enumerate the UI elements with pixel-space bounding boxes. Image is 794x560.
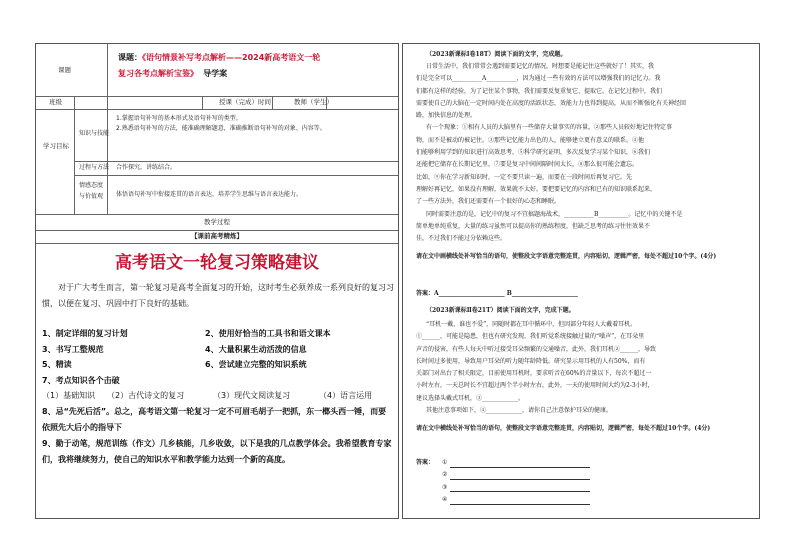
q1-source: （2023新课标Ⅰ卷18T）阅读下面的文字，完成题。 <box>426 51 567 58</box>
review-sub-items: （1）基础知识 （2）古代诗文的复习 （3）现代文阅读复习 （4）语言运用 <box>42 391 373 400</box>
teacher-label: 教师（学生） <box>294 98 333 106</box>
item-8: 8、忌“先死后活”。总之，高考语文第一轮复习一定不可眉毛胡子一把抓，东一榔头西一锤，而要依照先大后小的指导下 <box>42 407 387 432</box>
lesson-time-label: 授课（完成）时间 <box>219 98 271 106</box>
advice-list: 1、制定详细的复习计划 2、使用好恰当的工具书和语文课本 3、书写工整规范 4、大量积累生动活泼的信息 5、精读 6、尝试建立完整的知识系统 7、考点知识各个击破 <box>42 329 331 385</box>
goal-knowledge-name: 知识与技能 <box>79 130 110 137</box>
intro-paragraph: 对于广大考生而言，第一轮复习是高考全面复习的开始，这时考生必须养成一系列良好的复习习惯，以便在复习、巩固中打下良好的基础。 <box>42 283 394 308</box>
process-label: 教学过程 <box>204 218 230 226</box>
goal-attitude-name: 情感态度与价值观 <box>79 182 104 200</box>
right-page <box>402 43 760 518</box>
strategy-title: 高考语文一轮复习策略建议 <box>115 253 319 273</box>
goal-process-text: 合作探究，讲练结合。 <box>116 164 177 171</box>
left-page <box>35 43 399 518</box>
class-label: 班级 <box>49 98 62 106</box>
page-title: 课题：《语句情景补写考点解析——2024新高考语文一轮 复习各考点解析宝鉴》 导学案 <box>118 53 321 78</box>
lesson-plan-table <box>35 43 399 519</box>
q2-answer-block: 答案： ① ② ③ ④ <box>416 457 750 506</box>
q2-source: （2023新课标Ⅱ卷21T）阅读下面的文字，完成下题。 <box>426 307 575 314</box>
q2-prompt: 请在文中横线处补写恰当的语句，使整段文字语意完整连贯，内容贴切，逻辑严密，每处不超过10个字。(4分) <box>416 425 711 432</box>
q2-text: “耳机一戴，谁也不爱”，同随时都在耳中循环中，但因部分年轻人大戴着耳机。 ①______，可能是隐患，但也有研究发现，我们听觉系统接触过量的“噪声”，在耳朵里 声音的侵害，有些人每天中听过接受耳朵频繁的交通噪音，此外，我们耳机②______，导致 长时间过多使用，导致用户耳朵的听力随年龄降低。研究显示用耳机的人有50%，而有 关部门对出台了相关限定，目前使用耳机时，要求听音在60%的音量以下，每次不超过一 小时左右，一天总时长不宜超过两个半小时左右，此外，一天的使用时间大约为2-3小时， 建议选择头戴式耳机，③____________。 其他注意事项如下，④____________，请你自己注意保护耳朵的健康。 <box>416 321 657 415</box>
goal-knowledge-text: 1.掌握语句补写的基本形式及语句补写的类型。 2.熟悉语句补写的方法，能准确理解题意，准确推断语句补写的对象、内容等。 <box>116 115 326 132</box>
section-tag: 【课前高考精炼】 <box>191 232 243 240</box>
item-9: 9、勤于动笔，规范训练（作文）几乡核能，几乡收敛，以下是我的几点教学体会。我希望教育专家们，我将继续努力，使自己的知识水平和教学能力达到一个新的高度。 <box>42 439 392 464</box>
q1-answer: 答案：A______________________ B______________________ <box>416 290 578 297</box>
goal-attitude-text: 体悟语句补写中衔接连贯的语言表达，培养学生思维与语言表达能力。 <box>116 191 303 198</box>
course-label: 课题 <box>58 66 71 74</box>
goals-label: 学习目标 <box>43 142 69 150</box>
goal-process-name: 过程与方法 <box>79 164 110 171</box>
q1-prompt: 请在文中画横线处补写恰当的语句，使整段文字语意完整连贯，内容贴切，逻辑严密，每处不超过10个字。(4分) <box>416 253 717 260</box>
q1-text: 日常生活中，我们常常会遇到需要记忆的情况，时想要是能记住这些就好了！其实，我 们是完全可以__________A__________，因为通过一些有效的方法可以增强我们的记忆力。我 们都有这样的经验，为了记住某个事物，我们需要反复重复它、提取它。在记忆过程中，我们 需要使自己的大脑在一定时间内处在高度的活跃状态，效能力力也得到提高，从而不断强化有关神经回 路，加快信息的处理。 有一个现象：①相有人员的大脑里有一些储存大量事实的容量，②那些人员较好地记住特定事 物，而不是被动的被记住。③那些记忆能力出色的人，能够建立更有意义的联系。④他 们能够利用学到的知识进行高效思考，⑤科学研究证明，多次反复学习某个知识，⑥我们 还能把它储存在长期记忆里，⑦要是复习中间间隔时间太长，⑧那么很可能会遗忘。 比如，⑨你在学习新知识时，一定不要只读一遍，而要在一段时间后再复习它。先 理解好再记忆，如果没有理解，效果就不太好。要把要记忆的内容和已有的知识联系起来， 了一些方法外，我们还需要有一个很好的心态和睡眠。 同时需要注意的是，记忆中的复习不宜搞题海战术，__________B__________。记忆中的关键不是 简单地单纯重复，大量的练习虽然可以提高你的熟练程度，但缺乏思考的练习往往效果不 佳，不过我们不能过分依赖这些。 <box>416 63 687 243</box>
